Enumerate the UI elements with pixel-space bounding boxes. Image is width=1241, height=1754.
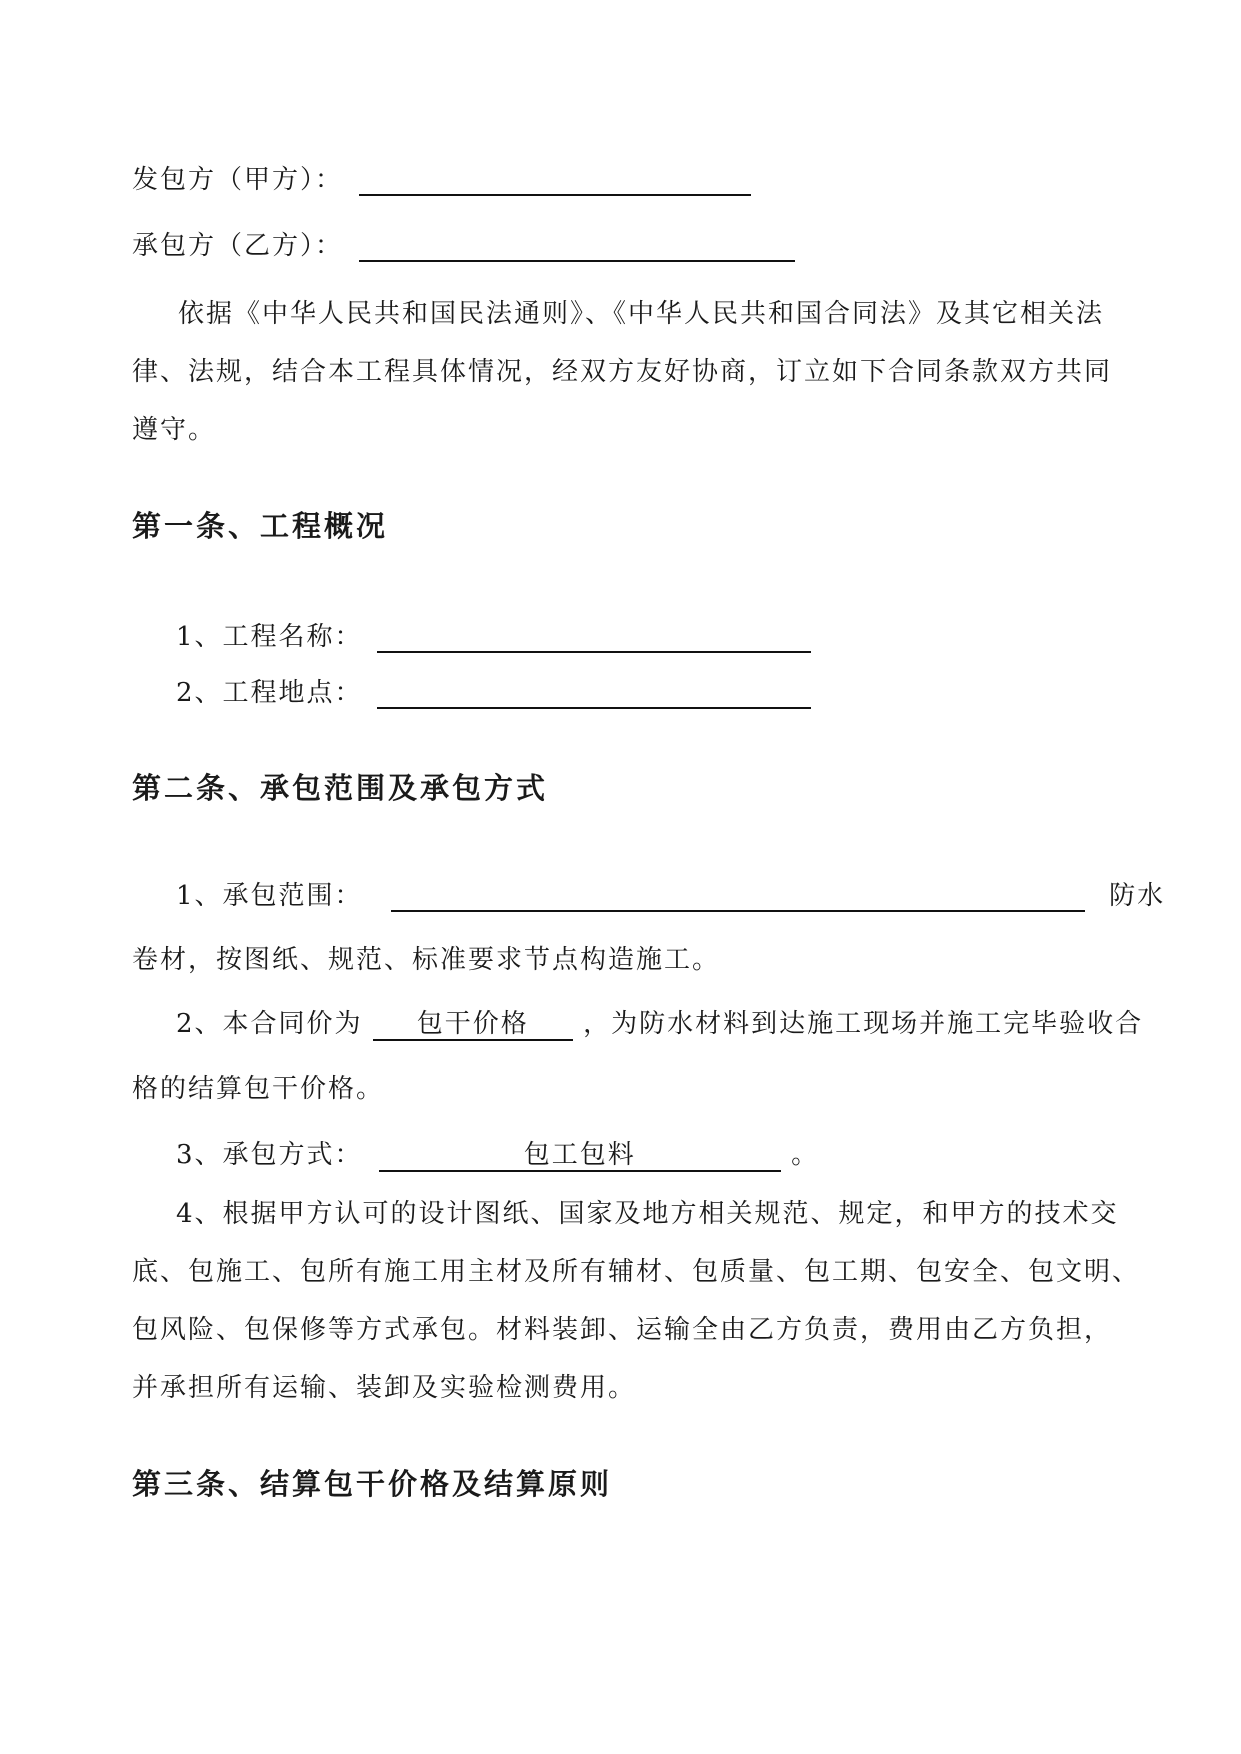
scope-blank[interactable] (391, 882, 1085, 912)
party-a-label: 发包方（甲方）： (132, 165, 344, 195)
project-location-blank[interactable] (377, 679, 811, 709)
item4-line-4: 并承担所有运输、装卸及实验检测费用。 (132, 1373, 637, 1403)
contract-price-suffix: ，为防水材料到达施工现场并施工完毕验收合 (583, 1009, 1144, 1039)
article-2-title: 第二条、承包范围及承包方式 (132, 771, 549, 805)
item4-line-3: 包风险、包保修等方式承包。材料装卸、运输全由乙方负责，费用由乙方负担， (132, 1315, 1113, 1345)
project-location-label: 2、工程地点： (176, 678, 363, 708)
intro-line-2: 律、法规，结合本工程具体情况，经双方友好协商，订立如下合同条款双方共同 (132, 357, 1113, 387)
article-1-title: 第一条、工程概况 (132, 509, 389, 543)
contract-price-row (176, 1008, 1143, 1041)
intro-line-1: 依据《中华人民共和国民法通则》、《中华人民共和国合同法》及其它相关法 (178, 299, 1105, 329)
intro-line-3: 遵守。 (132, 415, 217, 445)
scope-label: 1、承包范围： (176, 881, 363, 911)
contract-method-value[interactable]: 包工包料 (379, 1140, 781, 1172)
party-b-row (132, 230, 795, 262)
contract-price-continuation: 格的结算包干价格。 (132, 1074, 385, 1104)
contract-method-end: 。 (791, 1140, 820, 1170)
item4-line-1: 4、根据甲方认可的设计图纸、国家及地方相关规范、规定，和甲方的技术交 (176, 1199, 1119, 1229)
article-3-title: 第三条、结算包干价格及结算原则 (132, 1467, 613, 1501)
item4-line-2: 底、包施工、包所有施工用主材及所有辅材、包质量、包工期、包安全、包文明、 (132, 1257, 1141, 1287)
contract-method-label: 3、承包方式： (176, 1140, 363, 1170)
scope-row (176, 880, 1165, 912)
contract-method-row (176, 1139, 819, 1172)
scope-suffix: 防水 (1109, 881, 1166, 911)
scope-continuation: 卷材，按图纸、规范、标准要求节点构造施工。 (132, 945, 721, 975)
party-a-row (132, 164, 751, 196)
project-name-label: 1、工程名称： (176, 622, 363, 652)
party-b-label: 承包方（乙方）： (132, 231, 344, 261)
project-name-row (176, 621, 811, 653)
contract-price-value[interactable]: 包干价格 (373, 1009, 573, 1041)
contract-price-prefix: 2、本合同价为 (176, 1009, 363, 1039)
party-a-blank[interactable] (359, 166, 751, 196)
project-location-row (176, 677, 811, 709)
project-name-blank[interactable] (377, 623, 811, 653)
party-b-blank[interactable] (359, 232, 795, 262)
